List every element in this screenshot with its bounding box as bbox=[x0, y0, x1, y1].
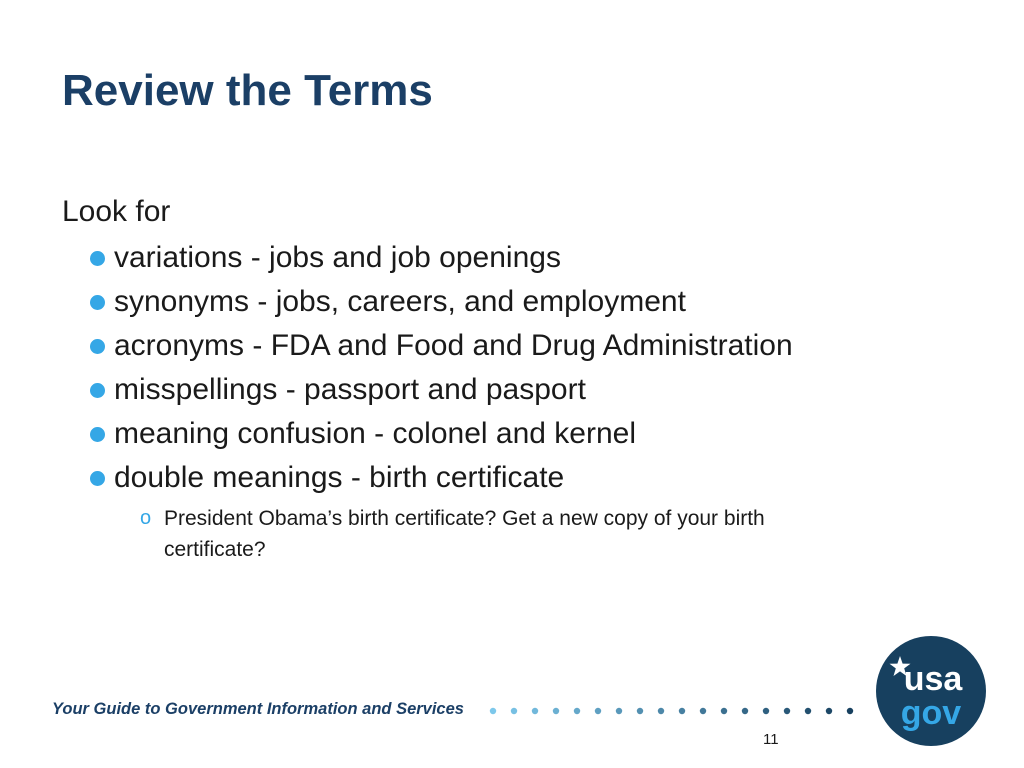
sub-bullet-text: President Obama’s birth certificate? Get a new copy of your birth certificate? bbox=[164, 507, 765, 561]
footer-tagline: Your Guide to Government Information and Services bbox=[52, 700, 464, 718]
bullet-text: meaning confusion - colonel and kernel bbox=[114, 417, 636, 450]
bullet-item bbox=[88, 368, 793, 412]
bullet-dot-icon bbox=[90, 383, 105, 398]
bullet-list bbox=[88, 236, 793, 500]
footer-dot bbox=[826, 708, 832, 714]
footer-dot bbox=[637, 708, 643, 714]
bullet-item bbox=[88, 456, 793, 500]
bullet-dot-icon bbox=[90, 471, 105, 486]
footer-dot bbox=[511, 708, 517, 714]
bullet-text: acronyms - FDA and Food and Drug Administration bbox=[114, 329, 793, 362]
bullet-text: synonyms - jobs, careers, and employment bbox=[114, 285, 686, 318]
bullet-item bbox=[88, 324, 793, 368]
footer-dot bbox=[700, 708, 706, 714]
logo-usa-text: usa bbox=[903, 660, 963, 698]
usagov-logo bbox=[876, 636, 986, 746]
footer-dot bbox=[616, 708, 622, 714]
bullet-item bbox=[88, 280, 793, 324]
bullet-text: variations - jobs and job openings bbox=[114, 241, 561, 274]
bullet-dot-icon bbox=[90, 339, 105, 354]
sub-bullet-circle-icon: o bbox=[140, 507, 152, 529]
bullet-item bbox=[88, 236, 793, 280]
footer-dot bbox=[721, 708, 727, 714]
footer-dot bbox=[532, 708, 538, 714]
bullet-dot-icon bbox=[90, 251, 105, 266]
footer-dot bbox=[490, 708, 496, 714]
footer-dot bbox=[805, 708, 811, 714]
footer-dot bbox=[742, 708, 748, 714]
footer-dot bbox=[784, 708, 790, 714]
footer-dotted-line bbox=[486, 704, 866, 718]
bullet-text: misspellings - passport and pasport bbox=[114, 373, 586, 406]
slide-title: Review the Terms bbox=[62, 66, 433, 115]
bullet-item bbox=[88, 412, 793, 456]
footer-dot bbox=[763, 708, 769, 714]
footer-dot bbox=[658, 708, 664, 714]
footer-dot bbox=[553, 708, 559, 714]
logo-gov-text: gov bbox=[900, 694, 962, 732]
footer-dot bbox=[679, 708, 685, 714]
bullet-dot-icon bbox=[90, 427, 105, 442]
footer-dot bbox=[595, 708, 601, 714]
bullet-text: double meanings - birth certificate bbox=[114, 461, 565, 494]
bullet-dot-icon bbox=[90, 295, 105, 310]
page-number: 11 bbox=[763, 731, 779, 748]
intro-text: Look for bbox=[62, 195, 171, 228]
footer-dot bbox=[574, 708, 580, 714]
footer-dot bbox=[847, 708, 853, 714]
